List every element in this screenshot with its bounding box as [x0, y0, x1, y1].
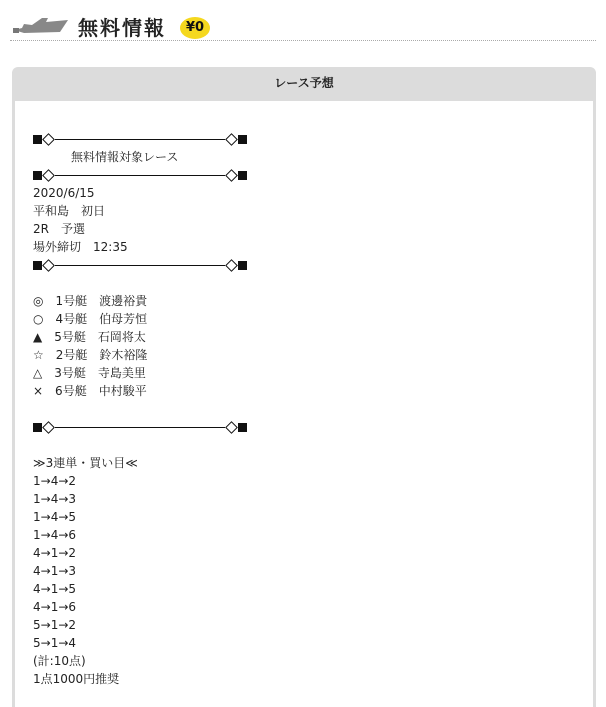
race-date: 2020/6/15 — [33, 186, 95, 200]
panel-title: レース予想 — [274, 76, 334, 90]
pick-item: × 6号艇 中村駿平 — [33, 384, 147, 398]
target-label: 無料情報対象レース — [71, 150, 179, 164]
prediction-content — [33, 130, 247, 688]
divider — [33, 256, 247, 274]
free-badge: ¥0 — [180, 17, 210, 39]
race-number: 2R 予選 — [33, 222, 85, 236]
bet-item: 1→4→3 — [33, 492, 77, 506]
page-title: 無料情報 — [78, 16, 166, 40]
bet-item: 5→1→2 — [33, 618, 77, 632]
bet-item: 4→1→3 — [33, 564, 77, 578]
panel-body — [15, 101, 593, 707]
page-header — [10, 6, 596, 41]
pick-item: ◎ 1号艇 渡邊裕貴 — [33, 294, 148, 308]
bet-recommendation: 1点1000円推奨 — [33, 672, 120, 686]
bet-item: 1→4→2 — [33, 474, 77, 488]
bet-heading: ≫3連単・買い目≪ — [33, 456, 138, 470]
pick-item: ☆ 2号艇 鈴木裕隆 — [33, 348, 148, 362]
divider — [33, 130, 247, 148]
pick-item: ○ 4号艇 伯母芳恒 — [33, 312, 148, 326]
divider — [33, 166, 247, 184]
bet-item: 5→1→4 — [33, 636, 77, 650]
bet-item: 1→4→5 — [33, 510, 77, 524]
pick-item: ▲ 5号艇 石岡将太 — [33, 330, 146, 344]
race-venue: 平和島 初日 — [33, 204, 106, 218]
race-deadline: 場外締切 12:35 — [33, 240, 128, 254]
bet-item: 4→1→2 — [33, 546, 77, 560]
bet-item: 4→1→5 — [33, 582, 77, 596]
bet-total: (計:10点) — [33, 654, 86, 668]
race-prediction-panel — [12, 67, 596, 707]
bet-item: 4→1→6 — [33, 600, 77, 614]
divider — [33, 418, 247, 436]
pick-item: △ 3号艇 寺島美里 — [33, 366, 146, 380]
bet-item: 1→4→6 — [33, 528, 77, 542]
boat-icon — [12, 14, 70, 36]
